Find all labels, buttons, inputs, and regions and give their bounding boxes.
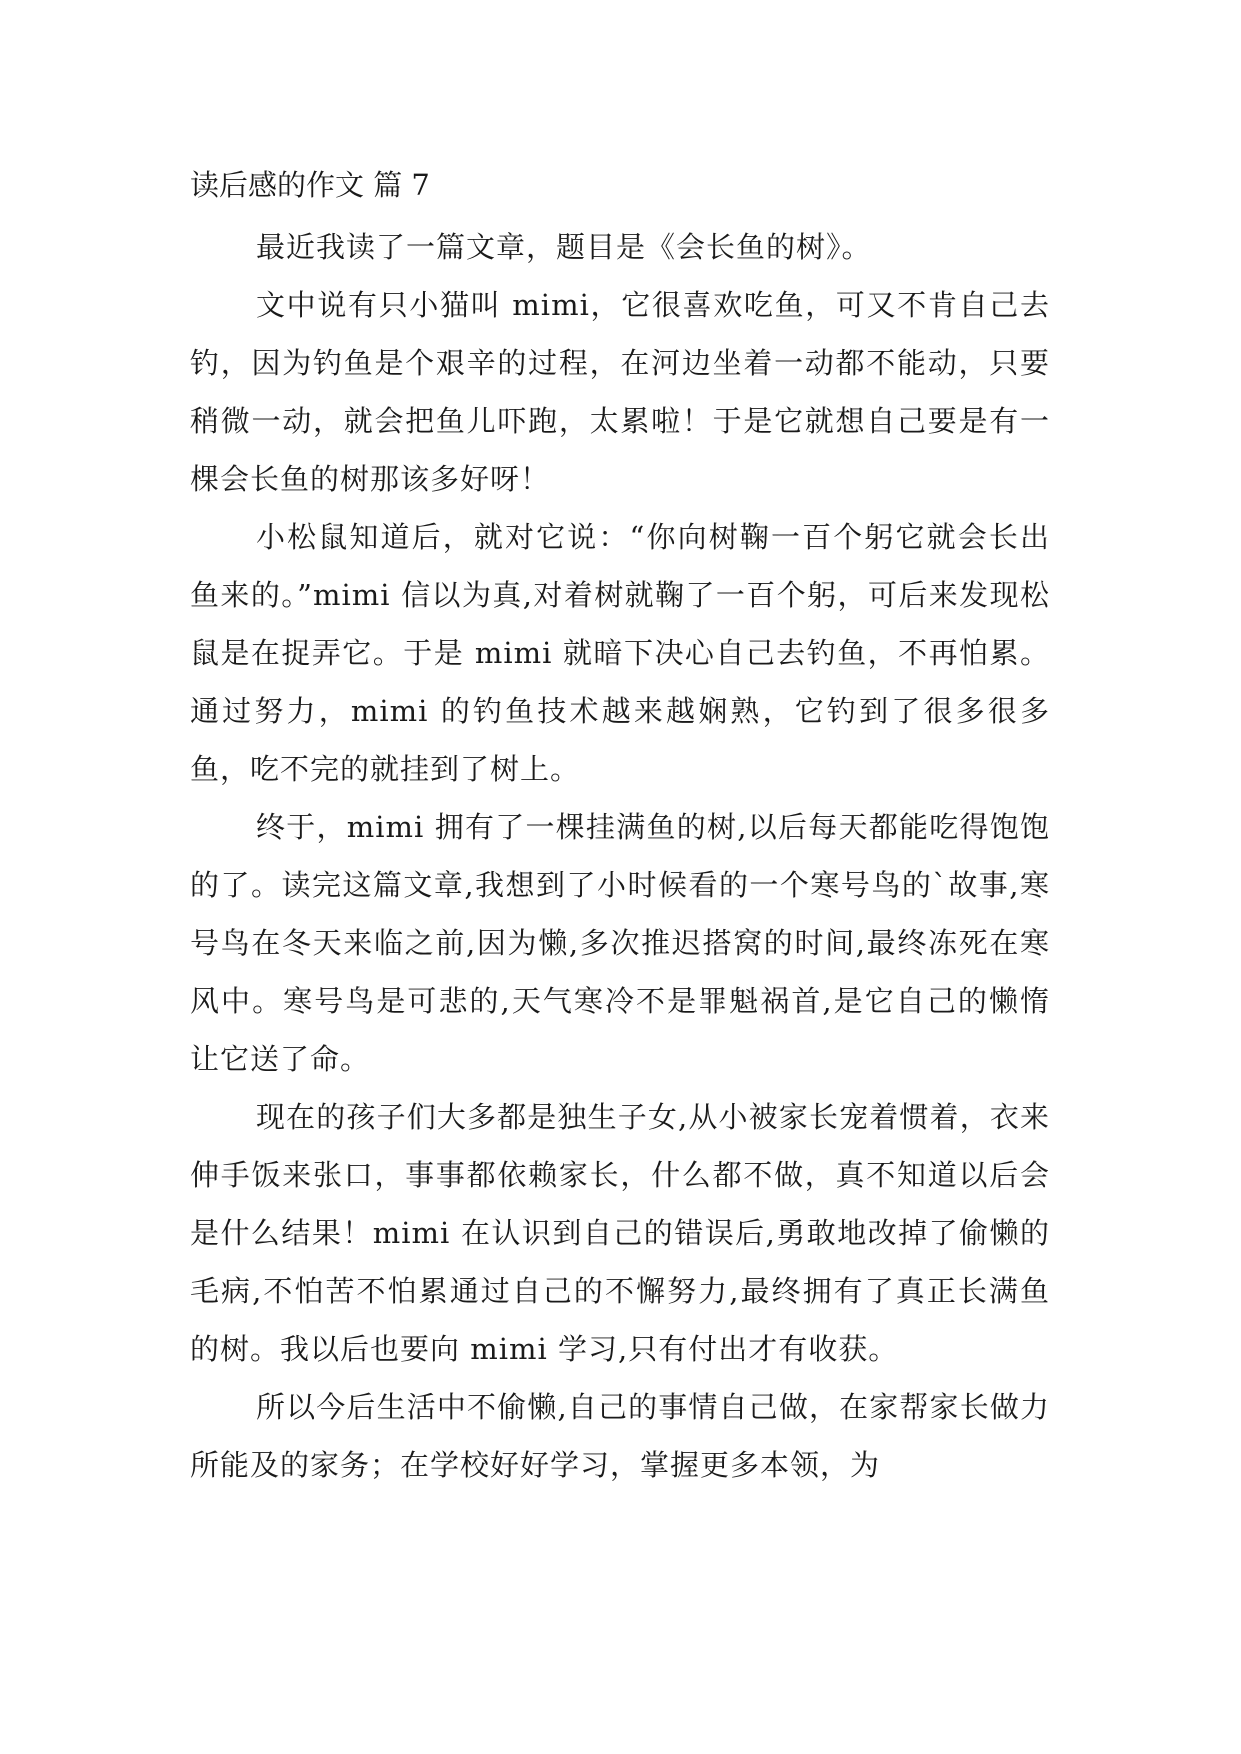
document-body <box>190 218 1050 1494</box>
paragraph: 所以今后生活中不偷懒,自己的事情自己做，在家帮家长做力所能及的家务；在学校好好学习，掌握更多本领，为 <box>190 1390 1050 1482</box>
paragraph: 最近我读了一篇文章，题目是《会长鱼的树》。 <box>256 230 872 264</box>
paragraph: 文中说有只小猫叫 mimi，它很喜欢吃鱼，可又不肯自己去钓，因为钓鱼是个艰辛的过程，在河边坐着一动都不能动，只要稍微一动，就会把鱼儿吓跑，太累啦！于是它就想自己要是有一棵会长鱼的树那该多好呀！ <box>190 288 1050 496</box>
document-title: 读后感的作文 篇 7 <box>190 168 430 202</box>
paragraph: 现在的孩子们大多都是独生子女,从小被家长宠着惯着，衣来伸手饭来张口，事事都依赖家长，什么都不做，真不知道以后会是什么结果！mimi 在认识到自己的错误后,勇敢地改掉了偷懒的毛病,不怕苦不怕累通过自己的不懈努力,最终拥有了真正长满鱼的树。我以后也要向 mimi 学习,只有付出才有收获。 <box>190 1100 1050 1366</box>
paragraph: 终于，mimi 拥有了一棵挂满鱼的树,以后每天都能吃得饱饱的了。读完这篇文章,我想到了小时候看的一个寒号鸟的`故事,寒号鸟在冬天来临之前,因为懒,多次推迟搭窝的时间,最终冻死在寒风中。寒号鸟是可悲的,天气寒冷不是罪魁祸首,是它自己的懒惰让它送了命。 <box>190 810 1050 1076</box>
paragraph: 小松鼠知道后，就对它说：“你向树鞠一百个躬它就会长出鱼来的。”mimi 信以为真,对着树就鞠了一百个躬，可后来发现松鼠是在捉弄它。于是 mimi 就暗下决心自己去钓鱼，不再怕累。通过努力，mimi 的钓鱼技术越来越娴熟，它钓到了很多很多鱼，吃不完的就挂到了树上。 <box>190 520 1050 786</box>
